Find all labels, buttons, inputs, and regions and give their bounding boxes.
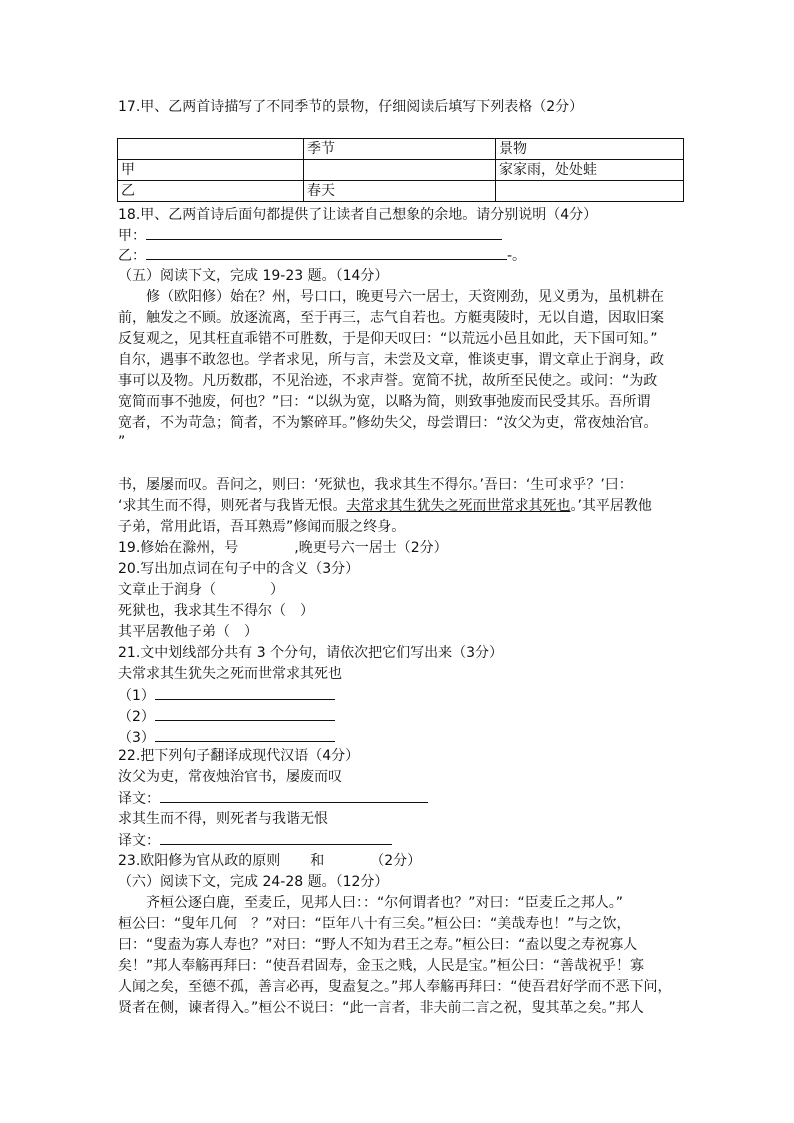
underlined-sentence: 夫常求其生犹失之死而世常求其死也 [346,498,571,514]
q21-label: （3） [118,730,155,746]
bracket-close: ） [270,582,284,598]
q17-table [117,138,684,202]
passage-line: 曰：“叟盍为寡人寿也？”对曰：“野人不知为君王之寿。”桓公曰：“盍以叟之寿祝寡人 [118,937,638,953]
table-cell: 甲 [118,160,304,181]
passage-line [118,496,652,516]
answer-blank[interactable] [146,225,502,240]
passage-line: 桓公曰：“叟年几何 ？”对曰：“臣年八十有三矣。”桓公曰：“美哉寿也！”与之饮， [118,916,631,932]
q19-question [118,538,448,558]
table-cell: 季节 [304,139,496,160]
q18-jia-line [118,225,502,246]
q17-question: 17.甲、乙两首诗描写了不同季节的景物，仔细阅读后填写下列表格（2分） [118,99,584,115]
q19-text: ,晚更号六一居士（2分） [294,540,448,556]
table-cell: 景物 [496,139,684,160]
q20-item-text: 文章止于润身（ [118,582,216,598]
q21-answer-line [118,727,335,748]
passage-line: 前，触发之不顾。放逐流离，至于再三，志气自若也。方艇夷陵时，无以自遣，因取旧案 [118,310,664,326]
q22-translation-line [118,830,392,851]
q22-question: 22.把下列句子翻译成现代汉语（4分） [118,748,360,764]
q20-item [118,622,258,642]
passage-line: 自尔，遇事不敢忽也。学者求见，所与言，未尝及文章，惟谈吏事，谓文章止于润身，政 [118,352,664,368]
passage-line: 书，屡屡而叹。吾问之，则曰：‘死狱也，我求其生不得尔。’吾曰：‘生可求乎？’曰： [118,477,633,493]
q18-yi-line [118,245,526,266]
q20-item-text: 其平居教他子弟（ [118,624,230,640]
table-cell [118,139,304,160]
q23-text: 和 [310,853,325,869]
passage-line: ” [118,434,126,450]
q20-question: 20.写出加点词在句子中的含义（3分） [118,561,360,577]
passage-line: 事可以及物。凡历数郡，不见治迹，不求声誉。宽简不扰，故所至民使之。或问：“为政 [118,373,658,389]
passage-text: ‘求其生而不得，则死者与我皆无恨。 [118,498,347,514]
passage-line: 齐桓公逐白鹿，至麦丘，见邦人曰：：“尔何谓者也？”对曰：“臣麦丘之邦人。” [146,895,624,911]
table-cell [496,181,684,202]
passage-line: 修（欧阳修）始在？州，号口口，晚更号六一居士，天资刚劲，见义勇为，虽机耕在 [146,289,664,305]
table-cell: 乙 [118,181,304,202]
passage-line: 子弟，常用此语，吾耳熟焉”修闻而服之终身。 [118,519,406,535]
q23-question [118,851,421,871]
answer-blank[interactable] [160,788,428,803]
q22-label: 译文： [118,833,160,849]
table-row [118,139,684,160]
passage-line: 宽者，不为苛急；简者，不为繁碎耳。”修幼失父，母尝谓曰：“汝父为吏，常夜烛治官。 [118,415,658,431]
answer-blank[interactable] [155,685,335,700]
q21-sentence: 夫常求其生犹失之死而世常求其死也 [118,666,342,682]
q21-answer-line [118,685,335,706]
q20-item-text: 死狱也，我求其生不得尔（ [118,603,286,619]
q21-answer-line [118,706,335,727]
q22-sentence-2: 求其生而不得，则死者与我谐无恨 [118,811,328,827]
q18-jia-label: 甲： [118,228,146,244]
passage-line: 矣！”邦人奉觞再拜曰：“使吾君固寿，金玉之贱，人民是宝。”桓公曰：“善哉祝乎！寡 [118,958,645,974]
section-6-heading: （六）阅读下文，完成 24-28 题。（12分） [118,874,389,890]
q21-question: 21.文中划线部分共有 3 个分句，请依次把它们写出来（3分） [118,645,503,661]
bracket-close: ） [300,603,314,619]
answer-blank[interactable] [155,706,335,721]
table-cell: 家家雨，处处蛙 [496,160,684,181]
q19-text: 19.修始在滁州，号 [118,540,239,556]
passage-line: 宽简而事不弛废，何也？”曰：“以纵为宽，以略为简，则致事弛废而民受其乐。吾所谓 [118,394,651,410]
table-cell [304,160,496,181]
q21-label: （1） [118,688,155,704]
q18-question: 18.甲、乙两首诗后面句都提供了让读者自己想象的余地。请分别说明（4分） [118,207,598,223]
passage-text: 。’其平居教他 [570,498,652,514]
passage-line: 反复观之，见其枉直乖错不可胜数，于是仰天叹曰：“以荒远小邑且如此，天下国可知。” [118,331,658,347]
table-row [118,181,684,202]
q20-item [118,580,284,600]
passage-line: 人闻之矣，至德不孤，善言必再，叟盍复之。”邦人奉觞再拜曰：“使吾君好学而不恶下问， [118,979,672,995]
bracket-close: ） [244,624,258,640]
answer-blank[interactable] [155,727,335,742]
q18-yi-label: 乙： [118,248,146,264]
table-cell: 春天 [304,181,496,202]
q22-label: 译文： [118,791,160,807]
q22-translation-line [118,788,428,809]
table-row [118,160,684,181]
answer-blank[interactable] [146,245,507,260]
q22-sentence-1: 汝父为吏，常夜烛治官书，屡废而叹 [118,769,342,785]
q23-text: （2分） [370,853,422,869]
q21-label: （2） [118,709,155,725]
passage-line: 贤者在侧，谏者得入。”桓公不说曰：“此一言者，非夫前二言之祝，叟其革之矣。”邦人 [118,1000,644,1016]
answer-blank[interactable] [160,830,392,845]
q20-item [118,601,314,621]
q18-yi-end: -。 [507,248,527,264]
section-5-heading: （五）阅读下文，完成 19-23 题。（14分） [118,268,389,284]
q23-text: 23.欧阳修为官从政的原则 [118,853,281,869]
